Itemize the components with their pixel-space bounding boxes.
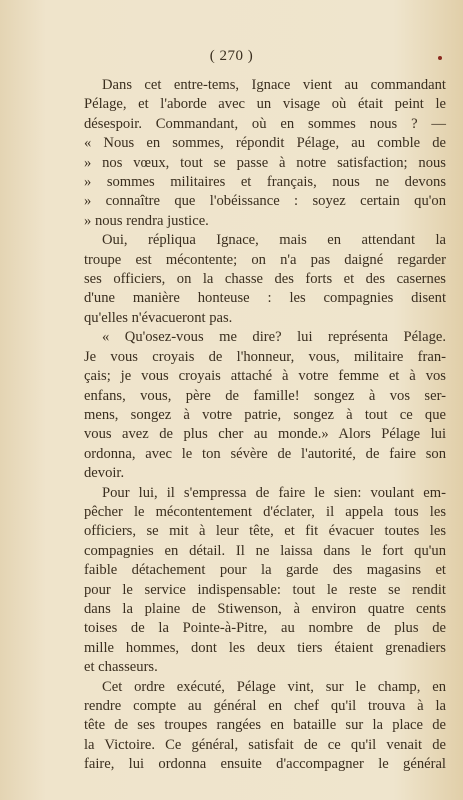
text-line: « Nous en sommes, répondit Pélage, au comble de xyxy=(84,135,446,152)
text-line: faire, lui ordonna ensuite d'accompagner le général xyxy=(84,756,446,773)
text-line: » connaître que l'obéissance : soyez certain qu'on xyxy=(84,193,446,210)
text-line: compagnies en détail. Il ne laissa dans le fort qu'un xyxy=(84,542,446,559)
text-line: mille hommes, dont les deux tiers étaient grenadiers xyxy=(84,639,446,656)
text-line: tête de ses troupes rangées en bataille sur la place de xyxy=(84,717,446,734)
text-line: » nos vœux, tout se passe à notre satisfaction; nous xyxy=(84,154,446,171)
text-line: ses officiers, on la chasse des forts et des casernes xyxy=(84,271,446,288)
page-number: ( 270 ) xyxy=(209,48,254,64)
text-line: troupe est mécontente; on n'a pas daigné regarder xyxy=(84,251,446,268)
text-line: désespoir. Commandant, où en sommes nous ? — xyxy=(84,115,446,132)
text-line: et chasseurs. xyxy=(84,659,158,676)
text-line: pour le service indispensable: tout le reste se rendit xyxy=(84,581,446,598)
text-line: officiers, se mit à leur tête, et fit évacuer toutes les xyxy=(84,523,446,540)
text-line: Dans cet entre-tems, Ignace vient au commandant xyxy=(102,77,446,93)
text-line: mens, songez à votre patrie, songez à tout ce que xyxy=(84,406,446,423)
text-line: toises de la Pointe-à-Pitre, au nombre de plus de xyxy=(84,620,446,637)
body-text xyxy=(84,76,446,775)
text-line: » sommes militaires et français, nous ne devons xyxy=(84,174,446,191)
text-line: » nous rendra justice. xyxy=(84,212,209,229)
text-line: dans la plaine de Stiwenson, à environ quatre cents xyxy=(84,600,446,617)
text-line: Pélage, et l'aborde avec un visage où était peint le xyxy=(84,96,446,113)
text-line: qu'elles n'évacueront pas. xyxy=(84,309,233,326)
text-line: ordonna, avec le ton sévère de l'autorité, de faire son xyxy=(84,445,446,462)
text-line: çais; je vous croyais attaché à votre femme et à vos xyxy=(84,368,446,385)
text-line: Cet ordre exécuté, Pélage vint, sur le champ, en xyxy=(102,678,446,695)
ink-mark xyxy=(438,56,442,60)
text-line: d'une manière honteuse : les compagnies disent xyxy=(84,290,446,307)
text-line: rendre compte au général en chef qu'il trouva à la xyxy=(84,698,446,714)
text-line: Je vous croyais de l'honneur, vous, militaire fran- xyxy=(84,348,446,365)
text-line: vous avez de plus cher au monde.» Alors Pélage lui xyxy=(84,426,446,443)
text-line: Oui, répliqua Ignace, mais en attendant la xyxy=(102,232,446,249)
text-line: enfans, vous, père de famille! songez à vos ser- xyxy=(84,387,446,404)
text-line: pêcher le mécontentement d'éclater, il appela tous les xyxy=(84,503,446,520)
text-line: faible détachement pour la garde des magasins et xyxy=(84,562,446,579)
text-line: Pour lui, il s'empressa de faire le sien: voulant em- xyxy=(102,484,446,501)
text-line: la Victoire. Ce général, satisfait de ce qu'il venait de xyxy=(84,736,446,753)
text-line: devoir. xyxy=(84,465,125,482)
text-line: « Qu'osez-vous me dire? lui représenta Pélage. xyxy=(102,329,446,346)
